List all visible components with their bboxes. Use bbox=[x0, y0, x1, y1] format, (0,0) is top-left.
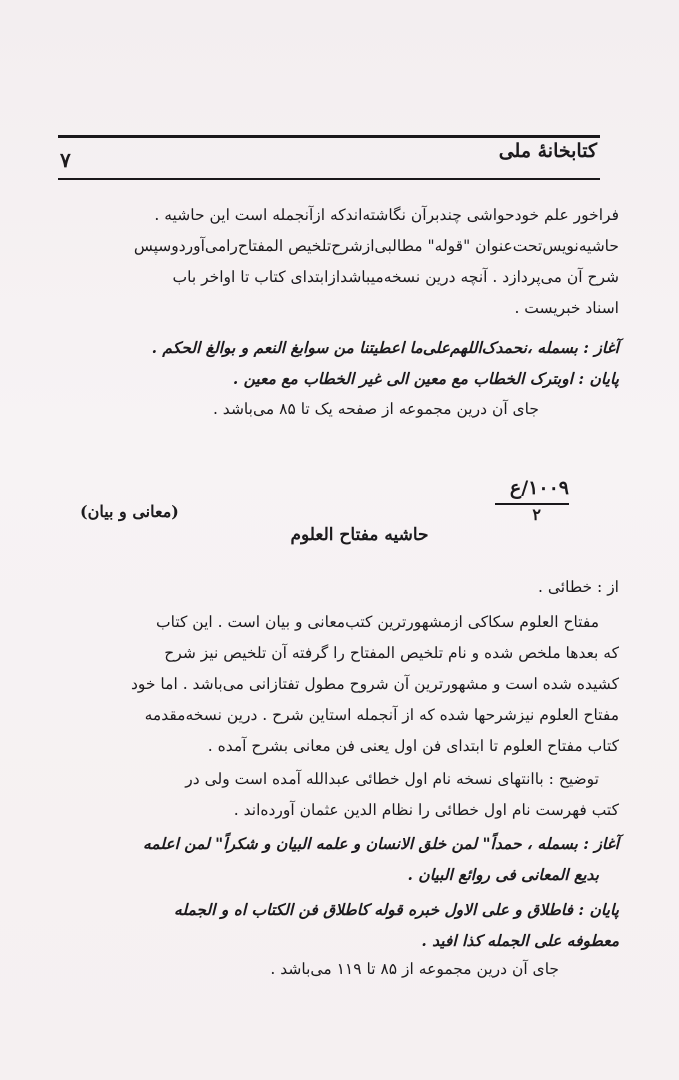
entry-two-ending-line: پایان : فاطلاق و علی الاول خبره قوله کاطلاق فن الکتاب اه و الجمله bbox=[174, 900, 619, 919]
header-rule-top bbox=[58, 135, 600, 138]
header-rule-bottom bbox=[58, 178, 600, 180]
entry-code-sub: ۲ bbox=[532, 505, 541, 524]
entry-code: ۱۰۰۹/ع bbox=[509, 477, 569, 499]
entry-two-note-line: توضیح : باانتهای نسخه نام اول خطائی عبدالله آمده است ولی در bbox=[185, 770, 599, 788]
entry-one-location: جای آن درین مجموعه از صفحه یک تا ۸۵ می‌باشد . bbox=[212, 400, 539, 418]
entry-two-opening-line: آغاز : بسمله ، حمداً" لمن خلق الانسان و علمه البیان و شکراً" لمن اعلمه bbox=[142, 834, 619, 853]
entry-two-note-line: کتب فهرست نام اول خطائی را نظام الدین عثمان آورده‌اند . bbox=[233, 801, 619, 819]
entry-title: حاشیه مفتاح العلوم bbox=[290, 525, 429, 545]
entry-one-line: حاشیه‌نویس‌تحت‌عنوان "قوله" مطالبی‌ازشرح‌تلخیص المفتاح‌رامی‌آوردوسپس bbox=[133, 237, 619, 255]
entry-two-line: مفتاح العلوم سکاکی ازمشهورترین کتب‌معانی و بیان است . این کتاب bbox=[156, 613, 599, 631]
entry-two-ending-line: معطوفه علی الجمله کذا افید . bbox=[421, 931, 619, 950]
entry-two-opening-line: بدیع المعانی فی روائع البیان . bbox=[407, 865, 599, 884]
page-header-title: کتابخانهٔ ملی bbox=[498, 140, 597, 162]
page-number: ۷ bbox=[60, 148, 71, 172]
entry-one-line: فراخور علم خودحواشی چندبرآن نگاشته‌اندکه ازآنجمله است این حاشیه . bbox=[154, 206, 619, 224]
entry-two-location: جای آن درین مجموعه از ۸۵ تا ۱۱۹ می‌باشد . bbox=[270, 960, 559, 978]
entry-one-opening: آغاز : بسمله ،نحمدک‌اللهم‌علی‌ما اعطیتنا من سوابغ النعم و بوالغ الحکم . bbox=[151, 338, 619, 357]
entry-two-line: که بعدها ملخص شده و نام تلخیص المفتاح را گرفته آن تلخیص نیز شرح bbox=[164, 644, 619, 662]
entry-one-line: اسناد خبریست . bbox=[514, 299, 619, 317]
entry-one-line: شرح آن می‌پردازد . آنچه درین نسخه‌میباشدازابتدای کتاب تا اواخر باب bbox=[172, 268, 619, 286]
entry-two-line: کشیده شده است و مشهورترین آن شروح مطول تفتازانی می‌باشد . اما خود bbox=[131, 675, 619, 693]
entry-two-line: کتاب مفتاح العلوم تا ابتدای فن اول یعنی فن معانی بشرح آمده . bbox=[207, 737, 619, 755]
entry-subject: (معانی و بیان) bbox=[80, 502, 179, 521]
entry-author: از : خطائی . bbox=[538, 578, 619, 596]
entry-one-ending: پایان : اوبترک الخطاب مع معین الی غیر الخطاب مع معین . bbox=[232, 369, 619, 388]
entry-two-line: مفتاح العلوم نیزشرحها شده که از آنجمله استاین شرح . درین نسخه‌مقدمه bbox=[144, 706, 619, 724]
